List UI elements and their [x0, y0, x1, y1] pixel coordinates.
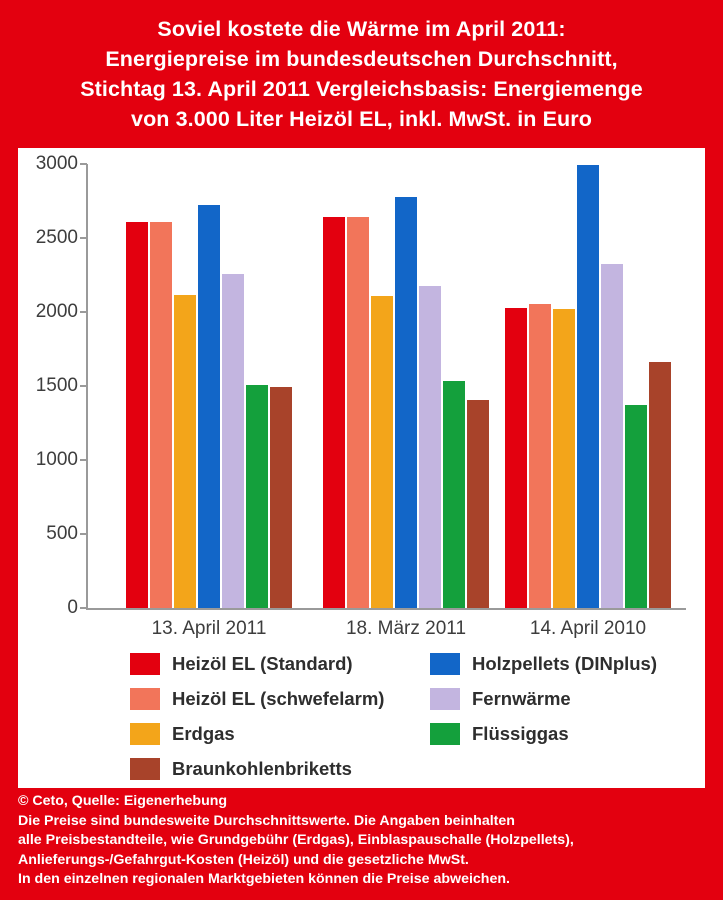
bar — [222, 274, 244, 608]
x-axis — [86, 608, 686, 610]
legend-item[interactable] — [130, 753, 384, 785]
y-axis-tick-label: 1500 — [35, 375, 78, 396]
footnote-line-3: alle Preisbestandteile, wie Grundgebühr (Erdgas), Einblaspauschalle (Holzpellets), — [18, 832, 574, 848]
legend-swatch-icon — [430, 653, 460, 675]
legend-swatch-icon — [130, 688, 160, 710]
y-axis-tick-label: 2000 — [35, 301, 78, 322]
bar — [126, 222, 148, 608]
x-category-label: 14. April 2010 — [529, 618, 647, 639]
footnote-line-4: Anlieferungs-/Gefahrgut-Kosten (Heizöl) und die gesetzliche MwSt. — [18, 851, 469, 868]
bar — [505, 308, 527, 608]
bar — [419, 286, 441, 608]
plot-area — [86, 164, 686, 608]
bar — [347, 217, 369, 608]
bar — [174, 295, 196, 608]
y-axis-tick-label: 3000 — [35, 153, 78, 174]
footnote — [18, 792, 705, 890]
title-line-3: Stichtag 13. April 2011 Vergleichsbasis: Energiemenge — [80, 77, 643, 101]
title-line-4: von 3.000 Liter Heizöl EL, inkl. MwSt. in Euro — [131, 107, 592, 131]
y-axis-tick-label: 0 — [67, 597, 78, 618]
bar — [246, 385, 268, 608]
chart-panel — [18, 148, 705, 788]
legend-column-left — [130, 648, 384, 788]
bar — [371, 296, 393, 608]
x-category-label: 13. April 2011 — [151, 618, 267, 639]
bar — [198, 205, 220, 608]
y-axis-tick-mark — [80, 311, 87, 313]
legend-label: Heizöl EL (Standard) — [172, 653, 353, 674]
bar — [577, 165, 599, 608]
y-axis-tick-mark — [80, 533, 87, 535]
legend-label: Flüssiggas — [472, 723, 569, 744]
footnote-line-5: In den einzelnen regionalen Marktgebieten können die Preise abweichen. — [18, 871, 510, 887]
bar — [625, 405, 647, 608]
bar — [553, 309, 575, 608]
y-axis-tick-mark — [80, 237, 87, 239]
title-line-2: Energiepreise im bundesdeutschen Durchschnitt, — [105, 47, 618, 71]
legend-item[interactable] — [430, 683, 657, 715]
legend-label: Heizöl EL (schwefelarm) — [172, 688, 385, 709]
bar-group — [126, 164, 292, 608]
title-line-1: Soviel kostete die Wärme im April 2011: — [157, 17, 566, 41]
y-axis-tick-label: 2500 — [35, 227, 78, 248]
bar — [649, 362, 671, 608]
y-axis-tick-mark — [80, 607, 87, 609]
bar — [150, 222, 172, 608]
bar — [529, 304, 551, 608]
y-axis-tick-mark — [80, 385, 87, 387]
bar — [395, 197, 417, 608]
x-category-label: 18. März 2011 — [345, 618, 467, 639]
legend-label: Fernwärme — [472, 688, 571, 709]
bar — [467, 400, 489, 608]
legend-swatch-icon — [130, 758, 160, 780]
legend-swatch-icon — [130, 723, 160, 745]
legend-label: Erdgas — [172, 723, 235, 744]
legend-item[interactable] — [130, 683, 384, 715]
bar — [443, 381, 465, 608]
legend-swatch-icon — [430, 688, 460, 710]
legend-swatch-icon — [130, 653, 160, 675]
legend-item[interactable] — [130, 718, 384, 750]
y-axis-tick-mark — [80, 459, 87, 461]
footnote-line-2: Die Preise sind bundesweite Durchschnittswerte. Die Angaben beinhalten — [18, 812, 515, 829]
legend-swatch-icon — [430, 723, 460, 745]
legend-item[interactable] — [130, 648, 384, 680]
footnote-line-1: © Ceto, Quelle: Eigenerhebung — [18, 793, 228, 809]
y-axis-tick-label: 1000 — [35, 449, 78, 470]
legend-label: Holzpellets (DINplus) — [472, 653, 658, 674]
y-axis-tick-label: 500 — [46, 523, 78, 544]
title-block — [0, 0, 723, 148]
y-axis-tick-mark — [80, 163, 87, 165]
bar-group — [505, 164, 671, 608]
legend-label: Braunkohlenbriketts — [172, 758, 352, 779]
bar — [270, 387, 292, 608]
legend-item[interactable] — [430, 718, 657, 750]
bar — [323, 217, 345, 608]
legend-column-right — [430, 648, 657, 753]
legend-item[interactable] — [430, 648, 657, 680]
bar — [601, 264, 623, 608]
bar-group — [323, 164, 489, 608]
